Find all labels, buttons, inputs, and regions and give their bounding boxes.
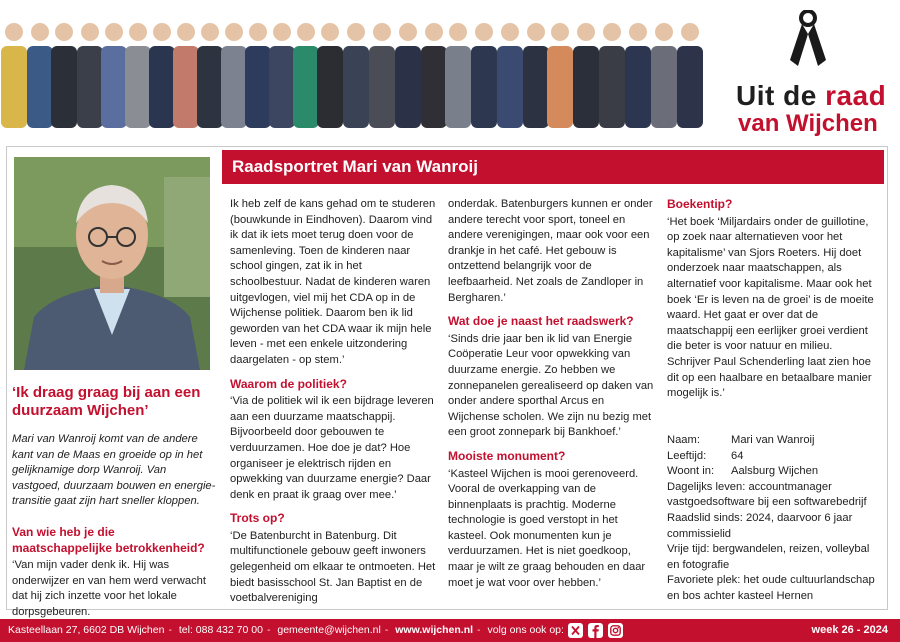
- fact-favorite: Favoriete plek: het oude cultuurlandschap en bos achter kasteel Hernen: [667, 574, 875, 602]
- section-text: ‘Sinds drie jaar ben ik lid van Energie Coöperatie Leur voor opwekking van duurzame energie. Zo hebben we zonnepanelen gerealiseerd op daken van onder andere sporthal Arcus en Wijchense scholen. We zijn nu bezig met een groot zonnepark bij Bankhoef.’: [448, 332, 654, 439]
- section-text: ‘Kasteel Wijchen is mooi gerenoveerd. Vooral de overkapping van de binnenplaats is prachtig. Moderne technologie is goed verstopt in het kasteel. Ook monumenten kun je verduurzamen. Het is niet goedkoop, maar je wilt ze graag behouden en daar moet je wat voor over hebben.’: [448, 467, 646, 589]
- section-heading: Boekentip?: [667, 197, 733, 211]
- pull-quote: ‘Ik draag graag bij aan een duurzaam Wijchen’: [12, 384, 201, 419]
- footer-address: Kasteellaan 27, 6602 DB Wijchen: [8, 624, 165, 636]
- footer-follow-label: volg ons ook op:: [487, 624, 564, 636]
- section-heading: Van wie heb je die maatschappelijke betrokkenheid?: [12, 525, 205, 555]
- fact-home: Woont in: Aalsburg Wijchen: [667, 465, 819, 478]
- fact-age: Leeftijd: 64: [667, 449, 744, 462]
- council-group-photo: [0, 14, 720, 128]
- footer-website[interactable]: www.wijchen.nl: [395, 624, 474, 636]
- column-4: [667, 197, 879, 410]
- section-text: ‘Het boek ‘Miljardairs onder de guillotine, op zoek naar alternatieven voor het kapitalisme’ van Sjors Roeters. Hij doet onderzoek naar maatschappen, als alternatief voor kapitalisme. Maar ook het boek ‘Er is leven na de groei’ is de moeite waard. Het gaat er over dat de maatschappij een eerlijker groei verdient die beter is voor natuur en milieu. Schrijver Paul Schenderling laat zien hoe dit op een haalbare en betaalbare manier mogelijk is.’: [667, 215, 874, 400]
- column-3: [448, 197, 654, 599]
- logo-subtitle: van Wijchen: [738, 110, 878, 137]
- section-heading: Mooiste monument?: [448, 448, 566, 463]
- intro-text: Mari van Wanroij komt van de andere kant van de Maas en groeide op in het gelijknamige dorp Wanroij. Van vastgoed, duurzaam bouwen en energie-transitie gaat zijn hart sneller kloppen.: [12, 433, 216, 508]
- footer-email[interactable]: gemeente@wijchen.nl: [277, 624, 381, 636]
- article-title-bar: [222, 150, 884, 184]
- section-text: Ik heb zelf de kans gehad om te studeren (bouwkunde in Eindhoven). Daarom vind ik dat ik iets moet terug doen voor de samenleving. Toen de kinderen naar school gingen, zat ik in het schoolbestuur. Nadat de kinderen waren uitgevlogen, viel mij het CDA op in de Wijchense politiek. Daarom ben ik lid geworden van het CDA waar ik mijn hele leven - met een enkele uitzondering daargelaten - op stem.’: [230, 198, 436, 366]
- column-1: [12, 521, 217, 629]
- fact-box: [667, 433, 879, 605]
- instagram-icon[interactable]: [608, 623, 623, 638]
- section-heading: Wat doe je naast het raadswerk?: [448, 314, 634, 329]
- section-heading: Waarom de politiek?: [230, 376, 347, 391]
- portrait-photo: [14, 157, 210, 370]
- fact-name: Naam: Mari van Wanroij: [667, 434, 815, 446]
- uit-de-raad-logo: [736, 10, 887, 137]
- article-title: Raadsportret Mari van Wanroij: [232, 157, 478, 176]
- footer-bar: Kasteellaan 27, 6602 DB Wijchen - tel: 088 432 70 00 - gemeente@wijchen.nl - www.wijchen.nl - volg ons ook op: week 26 - 2024: [0, 619, 900, 642]
- header-banner: [0, 0, 900, 137]
- facebook-icon[interactable]: [588, 623, 603, 638]
- logo-title: Uit de raad: [736, 80, 887, 111]
- fact-free-time: Vrije tijd: bergwandelen, reizen, volleybal en fotografie: [667, 543, 870, 571]
- section-text: ‘Via de politiek wil ik een bijdrage leveren aan een duurzame maatschappij. Bijvoorbeeld door gebouwen te verduurzamen. Hoe doe je dat? Hoe organiseer je elektrisch rijden en opwekking van duurzame energie? Daar denk en praat ik graag over mee.’: [230, 395, 434, 501]
- footer-phone: tel: 088 432 70 00: [178, 624, 263, 636]
- section-text: onderdak. Batenburgers kunnen er onder andere terecht voor sport, toneel en andere verenigingen, maar ook voor een drankje in het café. Het gebouw is ontzettend belangrijk voor de leefbaarheid. Net zoals de Zandloper in Bergharen.’: [448, 198, 653, 304]
- section-text: ‘De Batenburcht in Batenburg. Dit multifunctionele gebouw geeft inwoners gelegenheid om elkaar te ontmoeten. Het biedt basisschool St. Jan Baptist en de voetbalvereniging: [230, 529, 436, 605]
- x-icon[interactable]: [568, 623, 583, 638]
- ribbon-icon: [786, 10, 830, 70]
- section-heading: Trots op?: [230, 511, 285, 526]
- section-text: ‘Van mijn vader denk ik. Hij was onderwijzer en van hem werd verwacht dat hij zich inzette voor het lokale dorpsgebeuren.: [12, 559, 207, 618]
- edition-week: week 26 - 2024: [811, 624, 888, 636]
- column-2: [230, 197, 436, 615]
- fact-job: Dagelijks leven: accountmanager vastgoedsoftware bij een softwarebedrijf: [667, 480, 867, 509]
- fact-since: Raadslid sinds: 2024, daarvoor 6 jaar commissielid: [667, 511, 853, 540]
